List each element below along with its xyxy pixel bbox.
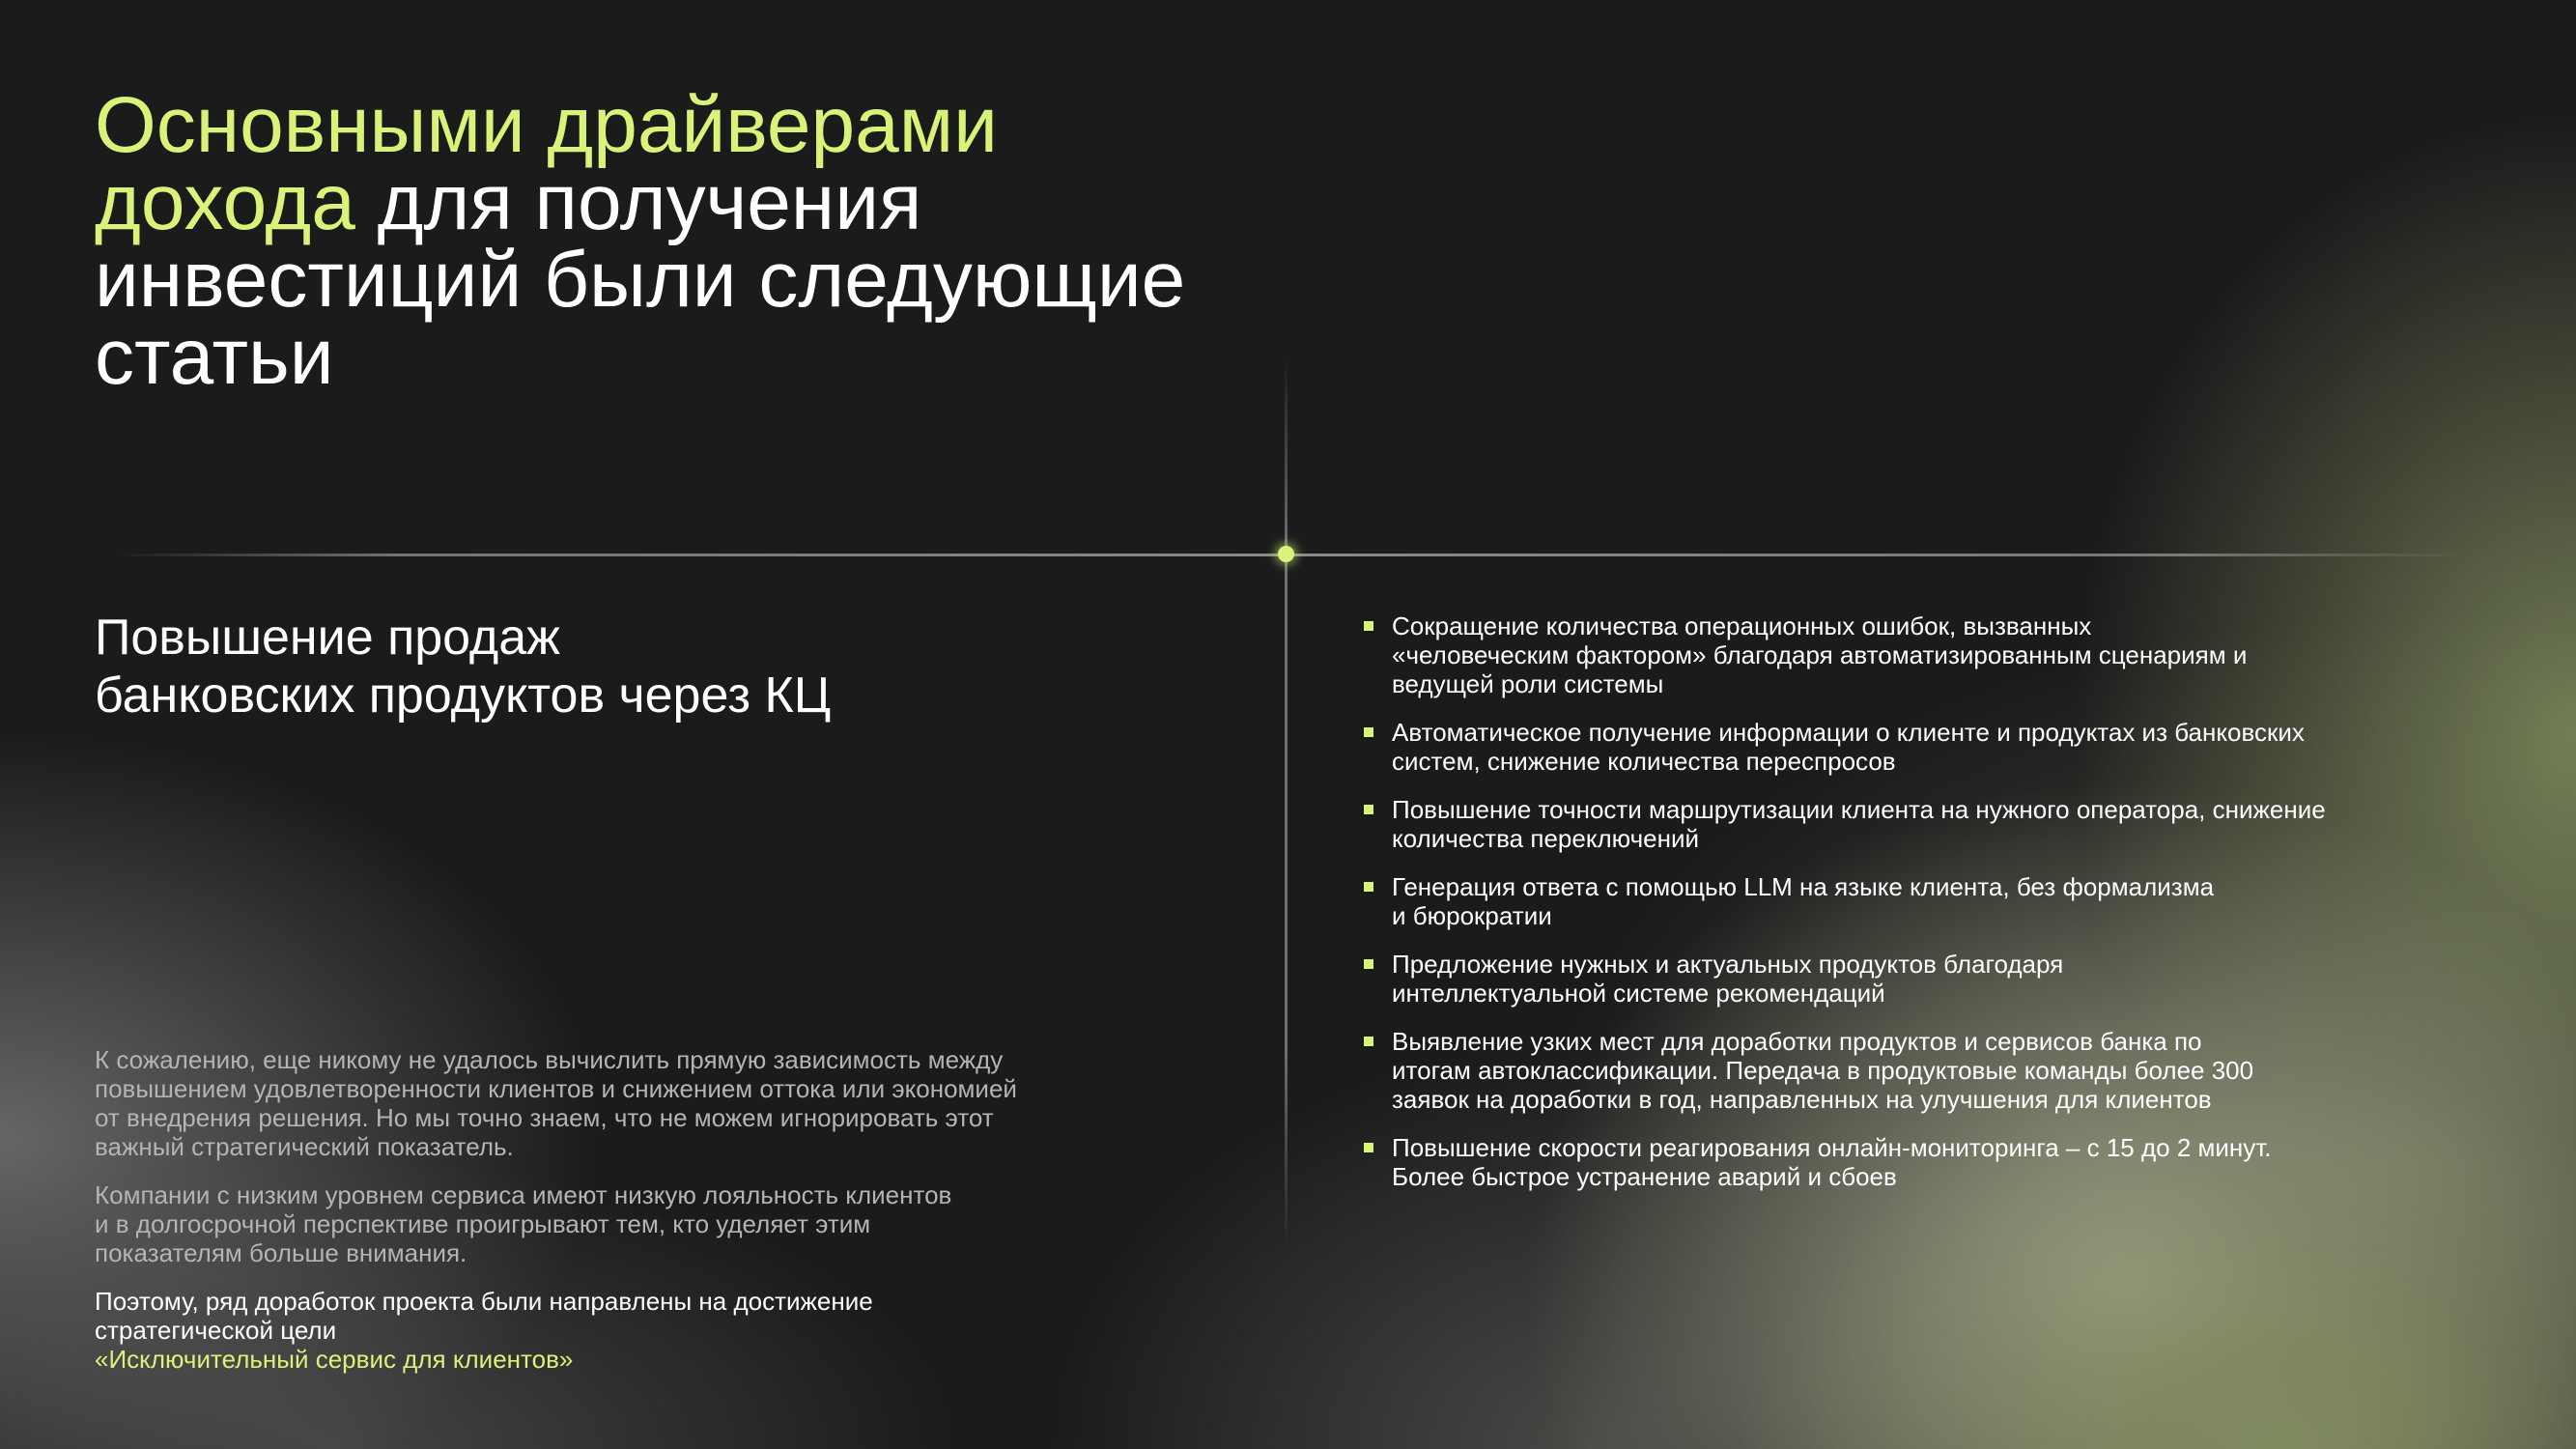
- headline: [95, 81, 1350, 401]
- list-item-line: Повышение скорости реагирования онлайн-мониторинга – с 15 до 2 минут.: [1392, 1133, 2272, 1162]
- list-item-line: Сокращение количества операционных ошибок, вызванных: [1392, 611, 2092, 640]
- list-item: [1364, 795, 2475, 853]
- list-item-line: итогам автоклассификации. Передача в продуктовые команды более 300: [1392, 1056, 2254, 1085]
- bullet-square-icon: [1364, 727, 1373, 737]
- bullet-square-icon: [1364, 621, 1373, 631]
- note-paragraph-3: [95, 1287, 1157, 1374]
- benefits-list: [1364, 611, 2475, 1210]
- note-line: и в долгосрочной перспективе проигрывают тем, кто уделяет этим: [95, 1209, 871, 1238]
- list-item: [1364, 718, 2475, 776]
- headline-line2-rest: для получения: [354, 158, 922, 246]
- headline-line3: инвестиций были следующие: [95, 236, 1186, 324]
- list-item-line: Предложение нужных и актуальных продуктов благодаря: [1392, 950, 2064, 979]
- note-paragraph-2: [95, 1180, 1157, 1267]
- list-item-line: систем, снижение количества переспросов: [1392, 747, 1896, 776]
- vertical-divider: [1285, 357, 1288, 1246]
- list-item-line: Выявление узких мест для доработки продуктов и сервисов банка по: [1392, 1027, 2202, 1056]
- note-line-prefix: стратегической цели: [95, 1316, 337, 1345]
- note-line: К сожалению, еще никому не удалось вычислить прямую зависимость между: [95, 1045, 1004, 1074]
- note-paragraph-1: [95, 1045, 1157, 1161]
- list-item-text: [1392, 718, 2475, 776]
- note-line: от внедрения решения. Но мы точно знаем, что не можем игнорировать этот: [95, 1103, 994, 1132]
- list-item: [1364, 1133, 2475, 1191]
- list-item-line: заявок на доработки в год, направленных на улучшения для клиентов: [1392, 1085, 2212, 1114]
- list-item: [1364, 872, 2475, 930]
- list-item-line: интеллектуальной системе рекомендаций: [1392, 979, 1885, 1008]
- bullet-square-icon: [1364, 882, 1373, 892]
- note-line: важный стратегический показатель.: [95, 1132, 514, 1161]
- headline-line4: статьи: [95, 313, 334, 401]
- list-item-line: количества переключений: [1392, 824, 1700, 853]
- headline-accent-line1: Основными драйверами: [95, 81, 998, 169]
- strategic-goal-highlight: «Исключительный сервис для клиентов»: [95, 1345, 574, 1374]
- list-item: [1364, 1027, 2475, 1114]
- note-line: [95, 1316, 1157, 1374]
- list-item: [1364, 611, 2475, 698]
- list-item-line: ведущей роли системы: [1392, 669, 1664, 698]
- section-title-line1: Повышение продаж: [95, 610, 560, 666]
- bullet-square-icon: [1364, 959, 1373, 969]
- list-item-text: [1392, 611, 2475, 698]
- divider-intersection-dot: [1278, 546, 1294, 562]
- list-item-line: Генерация ответа с помощью LLM на языке клиента, без формализма: [1392, 872, 2215, 901]
- list-item-line: Повышение точности маршрутизации клиента на нужного оператора, снижение: [1392, 795, 2326, 824]
- list-item-line: Более быстрое устранение аварий и сбоев: [1392, 1162, 1897, 1191]
- list-item-text: [1392, 950, 2475, 1008]
- note-line: Поэтому, ряд доработок проекта были направлены на достижение: [95, 1287, 873, 1316]
- list-item-text: [1392, 795, 2475, 853]
- bullet-square-icon: [1364, 805, 1373, 814]
- list-item-text: [1392, 1133, 2475, 1191]
- section-title-line2: банковских продуктов через КЦ: [95, 668, 832, 724]
- list-item-line: и бюрократии: [1392, 901, 1552, 930]
- note-line: Компании с низким уровнем сервиса имеют низкую лояльность клиентов: [95, 1180, 952, 1209]
- note-line: повышением удовлетворенности клиентов и снижением оттока или экономией: [95, 1074, 1017, 1103]
- notes-block: [95, 1045, 1157, 1393]
- list-item-line: Автоматическое получение информации о клиенте и продуктах из банковских: [1392, 718, 2305, 747]
- list-item: [1364, 950, 2475, 1008]
- bullet-square-icon: [1364, 1037, 1373, 1046]
- note-line: показателям больше внимания.: [95, 1238, 467, 1267]
- bullet-square-icon: [1364, 1143, 1373, 1152]
- list-item-text: [1392, 1027, 2475, 1114]
- section-title: [95, 609, 1205, 724]
- list-item-line: «человеческим фактором» благодаря автоматизированным сценариям и: [1392, 640, 2248, 669]
- headline-accent-line2: дохода: [95, 158, 355, 246]
- list-item-text: [1392, 872, 2475, 930]
